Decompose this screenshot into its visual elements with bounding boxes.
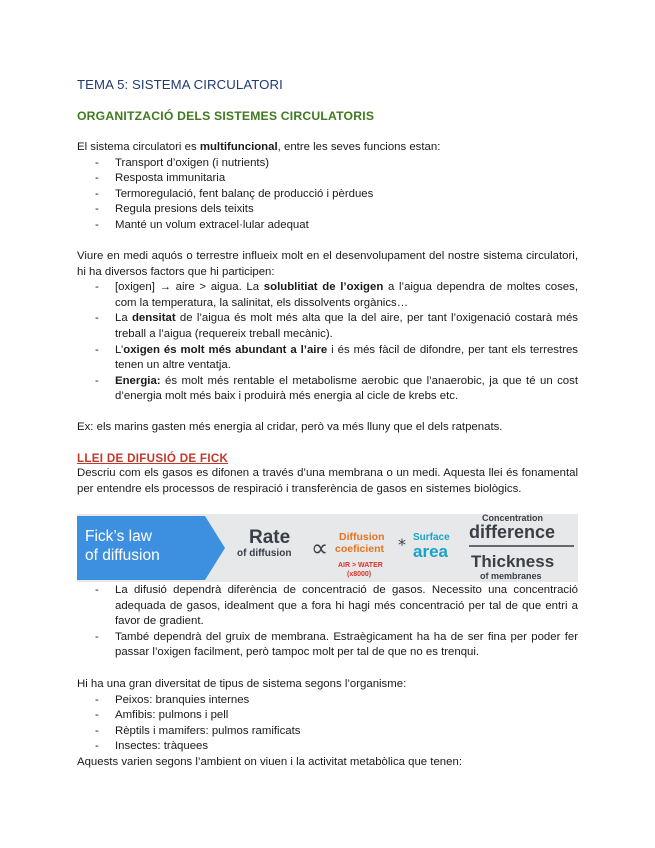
list-item: - Regula presions dels teixits bbox=[77, 202, 578, 218]
arrow-line2: of diffusion bbox=[85, 547, 160, 564]
list-item: - Termoregulació, fent balanç de producció i pèrdues bbox=[77, 187, 578, 203]
page-title: TEMA 5: SISTEMA CIRCULATORI bbox=[77, 77, 283, 92]
rate-label: Rate bbox=[249, 527, 291, 548]
concentration-big: difference bbox=[469, 522, 556, 542]
arrow-line1: Fick’s law bbox=[85, 528, 152, 545]
medium-section bbox=[77, 249, 578, 405]
intro-paragraph: El sistema circulatori es multifuncional, entre les seves funcions estan: bbox=[77, 141, 441, 153]
list-item: - Rèptils i mamifers: pulmos ramificats bbox=[77, 724, 578, 740]
factors-list bbox=[77, 280, 578, 405]
list-item: - Insectes: tràquees bbox=[77, 739, 578, 755]
times-symbol: * bbox=[398, 535, 406, 554]
list-item: - La densitat de l’aigua és molt més alta que la del aire, per tant l’oxigenació costarà més treball a l’aigua (requereix treball mecànic). bbox=[77, 311, 578, 342]
functions-list bbox=[77, 156, 578, 234]
thickness-big: Thickness bbox=[471, 552, 555, 571]
list-item: - Manté un volum extracel·lular adequat bbox=[77, 218, 578, 234]
list-item: - Transport d’oxigen (i nutrients) bbox=[77, 156, 578, 172]
surface-small: Surface bbox=[413, 532, 450, 543]
organisms-list bbox=[77, 693, 578, 755]
intro-section bbox=[77, 140, 578, 234]
closing-paragraph: Aquests varien segons l’ambient on viuen i la activitat metabòlica que tenen: bbox=[77, 755, 462, 768]
fick-paragraph: Descriu com els gasos es difonen a través d’una membrana o un medi. Aquesta llei és fonamental per entendre els processos de respiració i transferència de gasos en sistemes biològics. bbox=[77, 467, 578, 495]
list-item: - També dependrà del gruix de membrana. Estraègicament ha ha de ser fina per poder fer passar l’oxigen facilment, però tampoc molt per tal de que no es trenqui. bbox=[77, 630, 578, 661]
coef-line2: coeficient bbox=[335, 543, 385, 555]
factor-label: (x8000) bbox=[347, 571, 372, 578]
diversity-paragraph: Hi ha una gran diversitat de tipus de sistema segons l’organisme: bbox=[77, 678, 407, 690]
section-subtitle: ORGANITZACIÓ DELS SISTEMES CIRCULATORIS bbox=[77, 109, 375, 123]
diversity-section bbox=[77, 677, 578, 771]
fick-points-section bbox=[77, 583, 578, 661]
thickness-small: of membranes bbox=[480, 571, 542, 581]
surface-big: area bbox=[413, 542, 448, 561]
air-water-label: AIR > WATER bbox=[338, 562, 383, 569]
concentration-small: Concentration bbox=[482, 514, 544, 523]
proportional-symbol: ∝ bbox=[311, 534, 329, 562]
fick-heading: LLEI DE DIFUSIÓ DE FICK bbox=[77, 452, 229, 465]
fick-points-list bbox=[77, 583, 578, 661]
fick-law-banner bbox=[77, 514, 578, 582]
list-item: - Amfibis: pulmons i pell bbox=[77, 708, 578, 724]
list-item: - Energia: és molt més rentable el metabolisme aerobic que l’anaerobic, ja que té un cost d’energia molt més baix i produirà més energia al cicle de krebs etc. bbox=[77, 374, 578, 405]
coef-line1: Diffusion bbox=[339, 531, 385, 543]
example-paragraph: Ex: els marins gasten més energia al cridar, però va més lluny que el dels ratpenats. bbox=[77, 421, 503, 433]
list-item: - L’oxigen és molt més abundant a l’aire i és més fàcil de difondre, per tant els terrestres tenen un altre ventatja. bbox=[77, 343, 578, 374]
list-item: - Resposta immunitaria bbox=[77, 171, 578, 187]
medium-paragraph: Viure en medi aquós o terrestre influeix molt en el desenvolupament del nostre sistema circulatori, hi ha diversos factors que hi participen: bbox=[77, 250, 578, 278]
fick-paragraph-block bbox=[77, 466, 578, 497]
list-item: - [oxigen] → aire > aigua. La solublitiat de l’oxigen a l’aigua dependra de moltes coses, com la temperatura, la salinitat, els dissolvents orgànics… bbox=[77, 280, 578, 311]
rate-sub-label: of diffusion bbox=[237, 548, 292, 559]
list-item: - Peixos: branquies internes bbox=[77, 693, 578, 709]
list-item: - La difusió dependrà diferència de concentració de gasos. Necessito una concentració adequada de gasos, idealment que a fora hi hagi més concentració per tal de que entri a favor de gradient. bbox=[77, 583, 578, 630]
